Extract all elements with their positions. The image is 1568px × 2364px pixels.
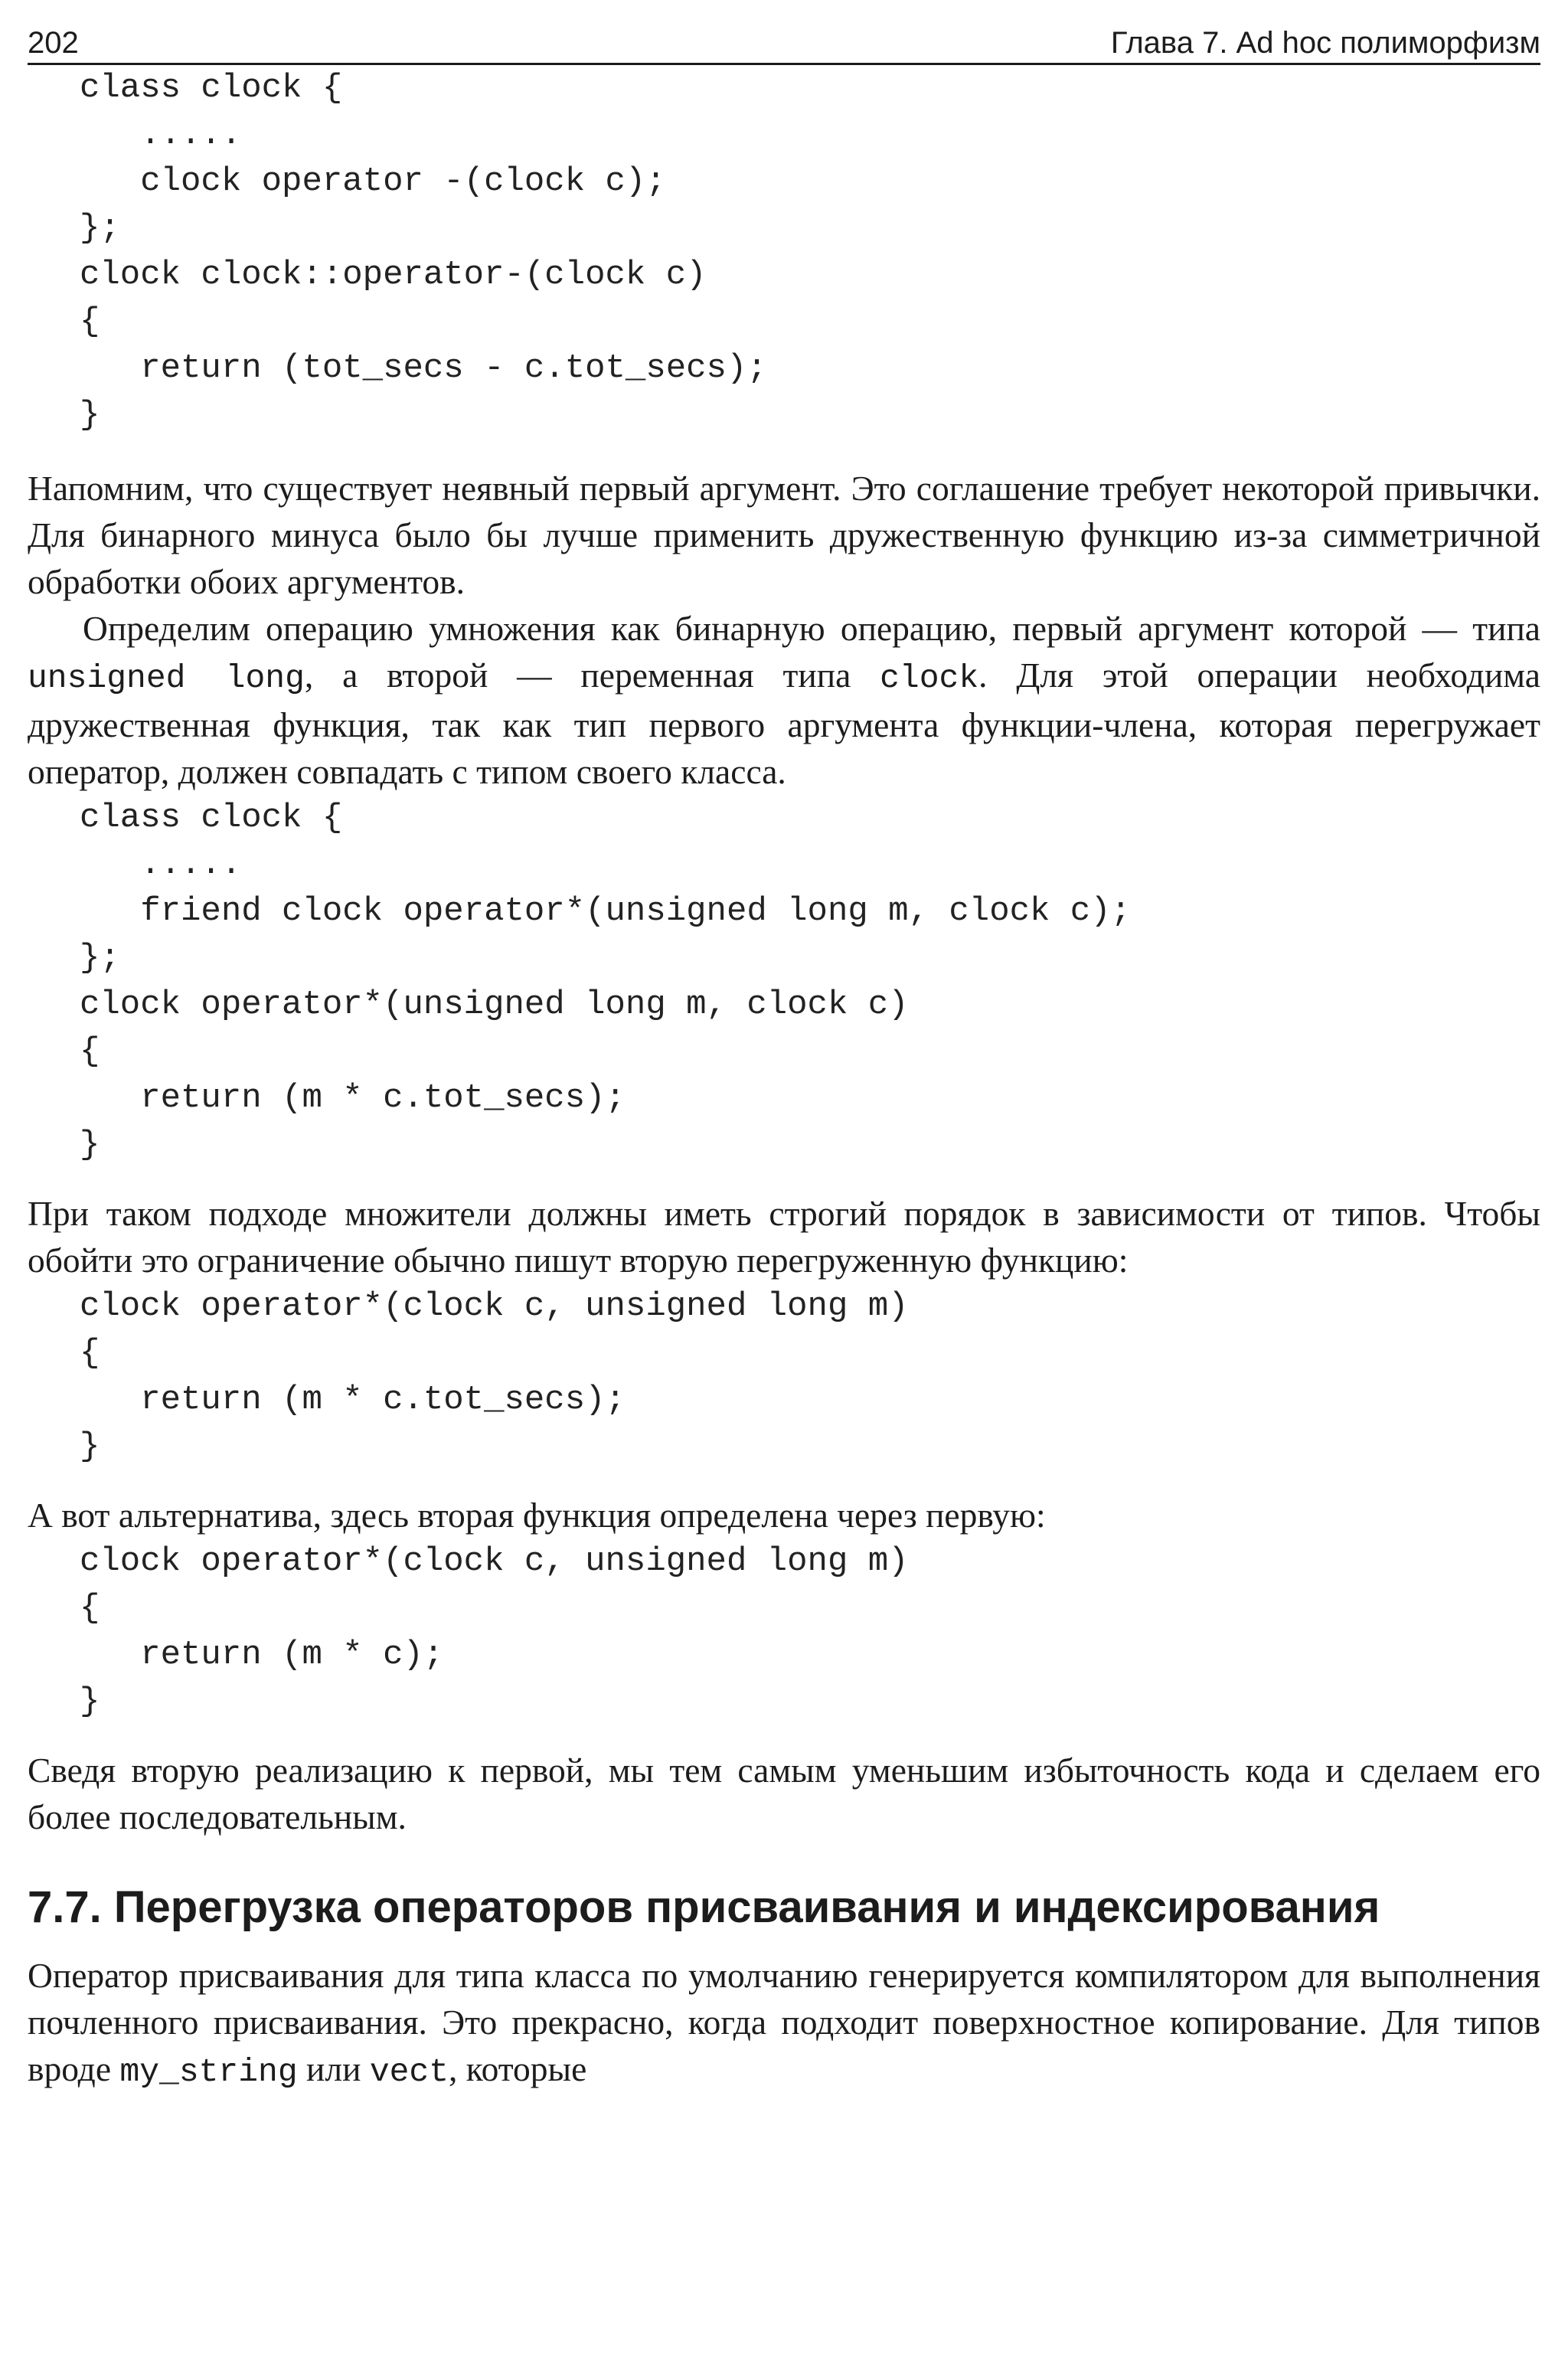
- page-number: 202: [28, 26, 79, 60]
- chapter-title: Глава 7. Ad hoc полиморфизм: [1110, 26, 1540, 60]
- text-segment: или: [297, 2049, 370, 2088]
- inline-code: vect: [369, 2053, 449, 2091]
- text-segment: Определим операцию умножения как бинарную операцию, первый аргумент которой — типа: [83, 609, 1540, 648]
- text-segment: , которые: [449, 2049, 587, 2088]
- paragraph-order-of-factors: При таком подходе множители должны иметь строгий порядок в зависимости от типов. Чтобы обойти это ограничение обычно пишут вторую перегруженную функцию:: [28, 1194, 1540, 1280]
- code-block-operator-minus: class clock { ..... clock operator -(clock c); }; clock clock::operator-(clock c) { return (tot_secs - c.tot_secs); }: [80, 69, 767, 434]
- paragraph-redundancy: Сведя вторую реализацию к первой, мы тем самым уменьшим избыточность кода и сделаем его более последовательным.: [28, 1751, 1540, 1836]
- inline-code: my_string: [119, 2053, 298, 2091]
- inline-code: unsigned long: [28, 659, 305, 697]
- code-block-friend-operator: class clock { ..... friend clock operator*(unsigned long m, clock c); }; clock operator*(unsigned long m, clock c) { return (m * c.tot_secs); }: [80, 799, 1132, 1164]
- inline-code: clock: [880, 659, 979, 697]
- paragraph-implicit-argument: Напомним, что существует неявный первый аргумент. Это соглашение требует некоторой привычки. Для бинарного минуса было бы лучше применить дружественную функцию из-за симметричной обработки обоих аргументов.: [28, 469, 1540, 601]
- running-header: [28, 23, 1540, 65]
- text-segment: , а второй — переменная типа: [304, 656, 880, 695]
- paragraph-assignment-operator: [28, 1952, 1540, 2095]
- text-segment: Оператор присваивания для типа класса по умолчанию генерируется компилятором для выполнения почленного присваивания. Это прекрасно, когда подходит поверхностное копирование. Для типов вроде: [28, 1956, 1540, 2088]
- text-segment: . Для этой операции необходима дружественная функция, так как тип первого аргумента функции-члена, которая перегружает оператор, должен совпадать с типом своего класса.: [28, 656, 1540, 791]
- code-block-second-overload: clock operator*(clock c, unsigned long m) { return (m * c.tot_secs); }: [80, 1287, 909, 1466]
- paragraph-multiplication: [28, 605, 1540, 795]
- section-heading: 7.7. Перегрузка операторов присваивания и индексирования: [28, 1882, 1380, 1932]
- book-page: [28, 23, 1540, 2095]
- paragraph-alternative: А вот альтернатива, здесь вторая функция определена через первую:: [28, 1496, 1046, 1535]
- code-block-alternative: clock operator*(clock c, unsigned long m) { return (m * c); }: [80, 1542, 909, 1721]
